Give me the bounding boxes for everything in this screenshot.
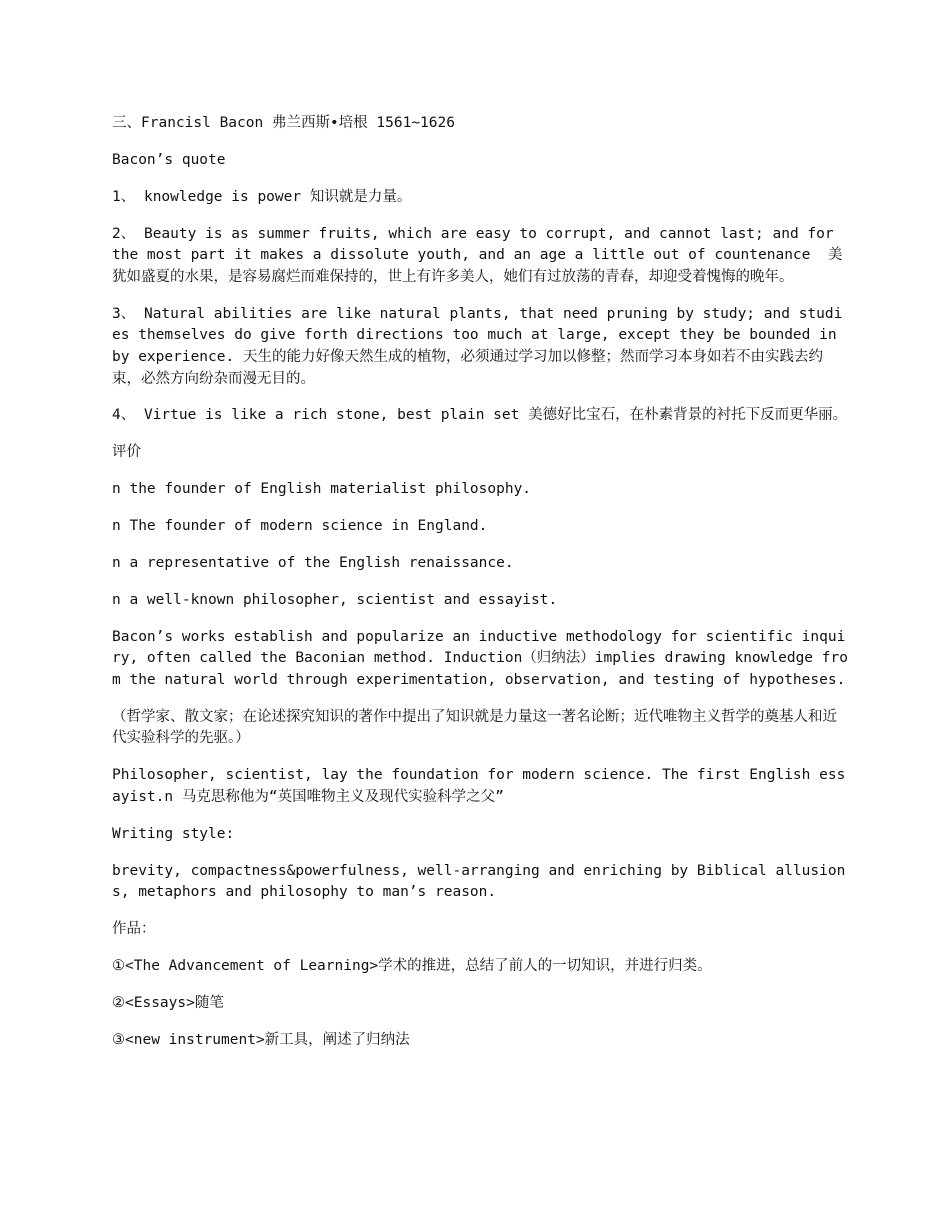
quote-item-3: 3、 Natural abilities are like natural plants, that need pruning by study; and studies themselves do give forth directions too much at large, except they be bounded in by experience. 天生的能力好像天然生成的植物，必须通过学习加以修整；然而学习本身如若不由实践去约束，必然方向纷杂而漫无目的。 (112, 305, 846, 387)
method-paragraph: Bacon’s works establish and popularize an inductive methodology for scientific inquiry, often called the Baconian method. Induction（归纳法）implies drawing knowledge from the natural world through experimentation, observation, and testing of hypotheses. (112, 628, 848, 688)
work-item-2: ②<Essays>随笔 (112, 994, 224, 1011)
quote-item-4: 4、 Virtue is like a rich stone, best plain set 美德好比宝石，在朴素背景的衬托下反而更华丽。 (112, 407, 848, 424)
evaluation-heading: 评价 (112, 444, 141, 461)
writing-style-text: brevity, compactness&powerfulness, well-arranging and enriching by Biblical allusions, metaphors and philosophy to man’s reason. (112, 862, 846, 901)
quote-item-2: 2、 Beauty is as summer fruits, which are easy to corrupt, and cannot last; and for the most part it makes a dissolute youth, and an age a little out of countenance 美犹如盛夏的水果，是容易腐烂而难保持的，世上有许多美人，她们有过放荡的青春，却迎受着愧悔的晚年。 (112, 225, 843, 285)
philosopher-paragraph: Philosopher, scientist, lay the foundation for modern science. The first English essayist.n 马克思称他为“英国唯物主义及现代实验科学之父” (112, 767, 846, 805)
work-item-1: ①<The Advancement of Learning>学术的推进，总结了前人的一切知识，并进行归类。 (112, 958, 712, 975)
quote-item-1: 1、 knowledge is power 知识就是力量。 (112, 188, 412, 205)
section-heading: 三、Francisl Bacon 弗兰西斯•培根 1561~1626 (112, 115, 455, 131)
works-heading: 作品： (112, 921, 156, 938)
evaluation-point: n a well-known philosopher, scientist and essayist. (112, 591, 558, 608)
work-item-3: ③<new instrument>新工具，阐述了归纳法 (112, 1031, 410, 1048)
evaluation-point: n the founder of English materialist philosophy. (112, 481, 532, 498)
chinese-summary: （哲学家、散文家；在论述探究知识的著作中提出了知识就是力量这一著名论断；近代唯物主义哲学的奠基人和近代实验科学的先驱。） (112, 708, 837, 747)
writing-style-heading: Writing style: (112, 825, 235, 842)
evaluation-point: n The founder of modern science in England. (112, 518, 488, 535)
evaluation-point: n a representative of the English renaissance. (112, 554, 514, 571)
subheading-quote: Bacon’s quote (112, 151, 226, 168)
